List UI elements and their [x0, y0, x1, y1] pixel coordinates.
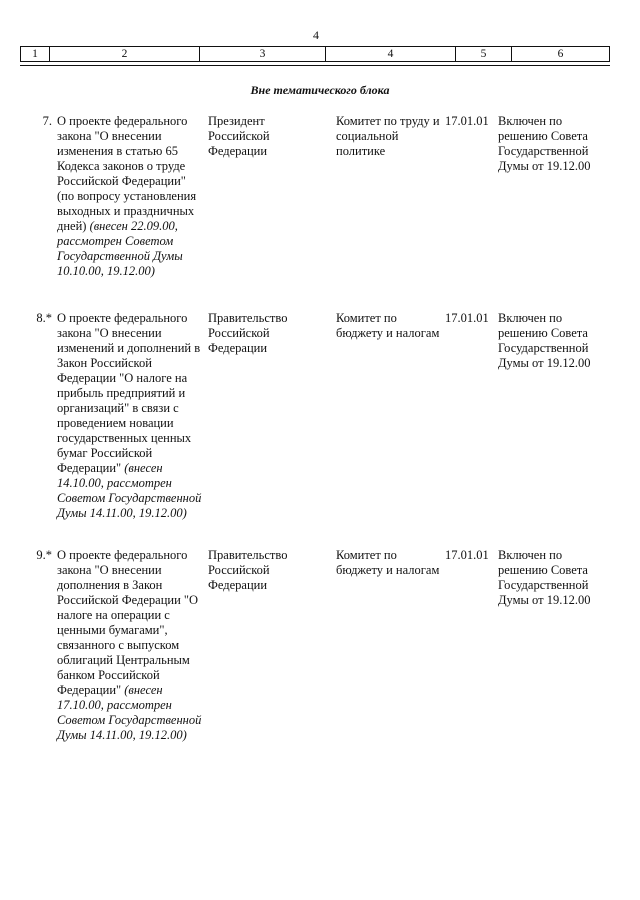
page-number: 4 — [313, 28, 319, 42]
entry-note: (внесен 17.10.00, рассмотрен Советом Государственной Думы 14.11.00, 19.12.00) — [57, 683, 202, 742]
entry-status: Включен по решению Совета Государственной Думы от 19.12.00 — [498, 114, 591, 173]
entry-status: Включен по решению Совета Государственной Думы от 19.12.00 — [498, 311, 591, 370]
entry-number: 7. — [42, 114, 52, 128]
column-number-4: 4 — [326, 47, 456, 61]
entry-date: 17.01.01 — [445, 114, 489, 128]
column-number-1: 1 — [21, 47, 50, 61]
entry-title-text: О проекте федерального закона "О внесении изменений и дополнений в Закон Российской Федерации "О налоге на прибыль предприятий и организаций" в связи с проведением новации государственных ценных бумаг Российской Федерации" — [57, 311, 201, 475]
column-number-row — [20, 46, 610, 62]
entry-date: 17.01.01 — [445, 548, 489, 562]
entry-note: (внесен 14.10.00, рассмотрен Советом Государственной Думы 14.11.00, 19.12.00) — [57, 461, 202, 520]
section-title: Вне тематического блока — [250, 83, 390, 97]
entry-committee: Комитет по труду и социальной политике — [336, 114, 440, 158]
entry-title — [57, 114, 203, 279]
entry-status: Включен по решению Совета Государственной Думы от 19.12.00 — [498, 548, 591, 607]
entry-author: Президент Российской Федерации — [208, 114, 270, 158]
column-number-5: 5 — [456, 47, 512, 61]
entry-title-text: О проекте федерального закона "О внесении изменения в статью 65 Кодекса законов о труде Российской Федерации" (по вопросу установления выходных и праздничных дней) — [57, 114, 197, 233]
entry-author: Правительство Российской Федерации — [208, 311, 288, 355]
entry-title — [57, 311, 203, 521]
entry-number: 9.* — [36, 548, 52, 562]
header-underline — [20, 65, 610, 66]
entry-author: Правительство Российской Федерации — [208, 548, 288, 592]
entry-date: 17.01.01 — [445, 311, 489, 325]
entry-committee: Комитет по бюджету и налогам — [336, 311, 440, 340]
entry-title — [57, 548, 203, 743]
entry-number: 8.* — [36, 311, 52, 325]
column-number-3: 3 — [200, 47, 326, 61]
column-number-2: 2 — [50, 47, 200, 61]
entry-note: (внесен 22.09.00, рассмотрен Советом Государственной Думы 10.10.00, 19.12.00) — [57, 219, 183, 278]
column-number-6: 6 — [557, 48, 564, 60]
entry-committee: Комитет по бюджету и налогам — [336, 548, 440, 577]
entry-title-text: О проекте федерального закона "О внесении дополнения в Закон Российской Федерации "О налоге на операции с ценными бумагами", связанного с выпуском облигаций Центральным банком Российской Федерации" — [57, 548, 199, 697]
